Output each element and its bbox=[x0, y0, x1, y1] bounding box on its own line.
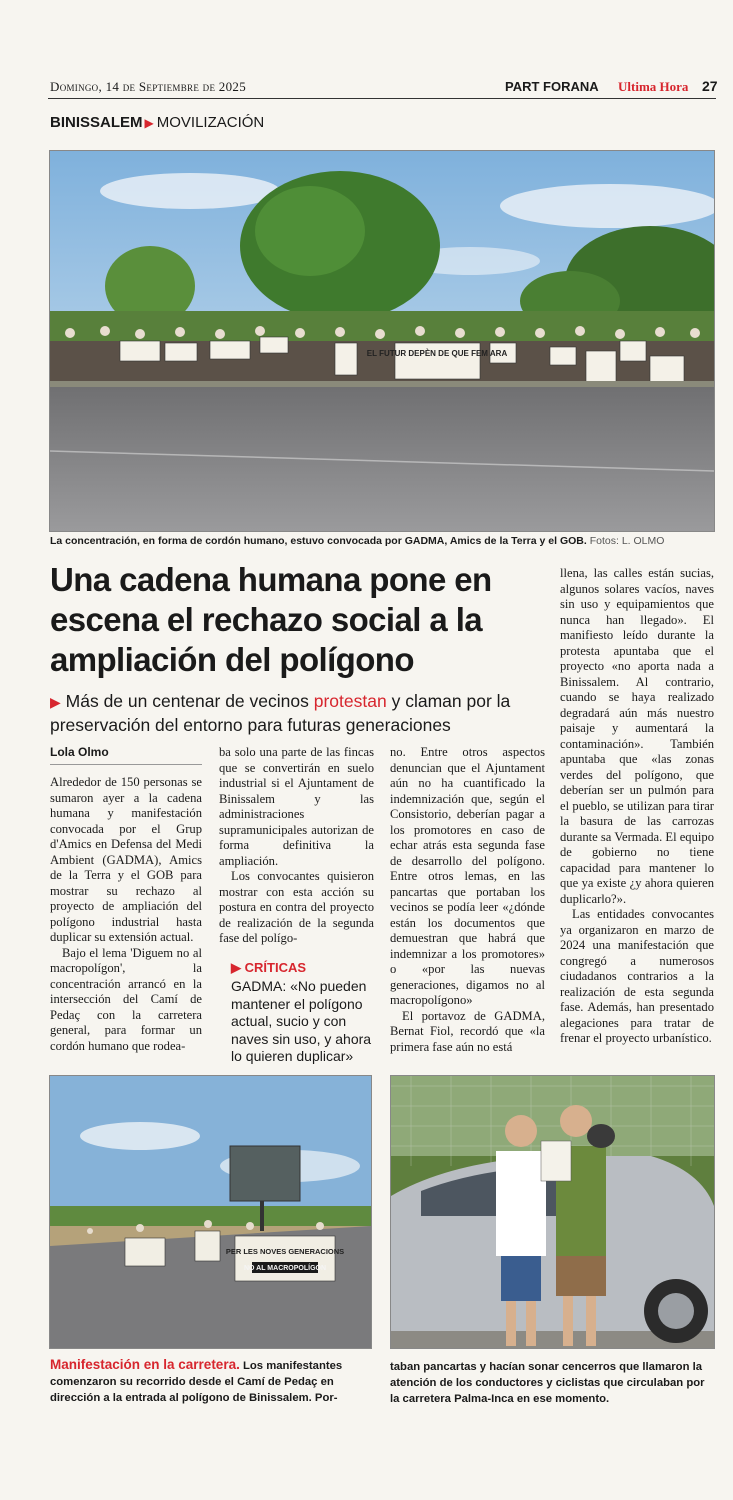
section-name: PART FORANA bbox=[505, 79, 599, 94]
sign-text-line1: PER LES NOVES GENERACIONS bbox=[225, 1247, 345, 1256]
road-march-illustration bbox=[50, 1076, 371, 1348]
pull-quote bbox=[231, 960, 376, 1066]
page-number: 27 bbox=[702, 78, 718, 94]
paragraph: ba solo una parte de las fincas que se convertirán en suelo industrial si el Ajuntament de Binissalem y las administraciones supramunicipales autorizan de forma definitiva la ampliación. bbox=[219, 745, 374, 868]
headline: Una cadena humana pone en escena el rechazo social a la ampliación del polígono bbox=[50, 561, 492, 678]
photo-credit: Fotos: L. OLMO bbox=[589, 535, 665, 547]
sign-text-line2: NO AL MACROPOLÍGON bbox=[243, 1265, 327, 1272]
header-rule bbox=[48, 98, 716, 99]
triangle-icon: ▶ bbox=[144, 116, 154, 130]
pull-quote-label-text: CRÍTICAS bbox=[244, 960, 307, 975]
paragraph: no. Entre otros aspectos denuncian que el Ajuntament aún no ha cuantificado la indemnización que, según el Consistorio, deberían pagar a los promotores en caso de echar atrás esta segunda fase de desarrollo del polígono. Entre otros lemas, en las pancartas que portaban los vecinos se podía leer «¿dónde están los documentos que demuestran que habrá que indemnizar a los promotores» o «por las nuevas generaciones, digamos no al macropolígono» bbox=[390, 745, 545, 1007]
byline-rule bbox=[50, 764, 202, 765]
bottom-caption-left bbox=[50, 1357, 372, 1406]
body-column-1 bbox=[50, 775, 202, 1054]
main-photo bbox=[49, 150, 715, 532]
newspaper-logo: Ultima Hora bbox=[618, 79, 689, 94]
paragraph: Las entidades convocantes ya organizaron en marzo de 2024 una manifestación que congregó a numerosos ciudadanos contrarios a la realización de esta segunda fase. Además, han presentado alegaciones para tratar de frenar el proyecto urbanístico. bbox=[560, 907, 714, 1045]
subhead-highlight: protestan bbox=[313, 691, 387, 711]
byline: Lola Olmo bbox=[50, 745, 109, 759]
bottom-caption-right: taban pancartas y hacían sonar cencerros que llamaron la atención de los conductores y ciclistas que circulaban por la carretera Palma-Inca en ese momento. bbox=[390, 1361, 705, 1405]
caption-lead: Manifestación en la carretera. bbox=[50, 1357, 240, 1372]
paragraph: El portavoz de GADMA, Bernat Fiol, recordó que «la primera fase aún no está bbox=[390, 1008, 545, 1054]
subhead-before: Más de un centenar de vecinos bbox=[65, 691, 309, 711]
triangle-icon: ▶ bbox=[231, 960, 241, 975]
paragraph: Bajo el lema 'Diguem no al macropolígon', la concentración arrancó en la intersección del Camí de Pedaç con la carretera general, para formar un cordón humano que rodea- bbox=[50, 945, 202, 1053]
kicker-place: BINISSALEM bbox=[50, 114, 143, 131]
main-photo-caption bbox=[50, 535, 730, 547]
bottom-photo-left bbox=[49, 1075, 372, 1349]
body-column-2 bbox=[219, 745, 374, 947]
caption-left-text: Los manifestantes comenzaron su recorrido desde el Camí de Pedaç en dirección a la entrada al polígono de Binissalem. Por- bbox=[50, 1360, 343, 1404]
triangle-icon: ▶ bbox=[50, 694, 61, 710]
main-sign-text: EL FUTUR DEPÈN DE QUE FEM ARA bbox=[366, 349, 508, 358]
body-column-3 bbox=[390, 745, 545, 1055]
subhead-after: y claman por la preservación del entorno para futuras generaciones bbox=[50, 691, 511, 735]
paragraph: llena, las calles están sucias, algunos solares vacíos, naves sin uso y equipamientos que nunca han llegado». El manifiesto leído durante la protesta apuntaba que el proyecto «no aporta nada a Binissalem. Al contrario, cuando se haya realizado degradará aún más nuestro paisaje y aumentará la contaminación». También apuntaba que «las zonas verdes del polígono, que deberían ser un pulmón para el pueblo, se utilizan para tirar la basura de las carrozas durante sa Vermada. El equipo de gobierno no tiene capacidad para mantener lo que ya existe ¿y ahora quieren duplicarlo?». bbox=[560, 566, 714, 906]
subheadline bbox=[50, 690, 555, 737]
pull-quote-text: GADMA: «No pueden mantener el polígono actual, sucio y con naves sin uso, y ahora lo quieren duplicar» bbox=[231, 978, 372, 1064]
caption-text: La concentración, en forma de cordón humano, estuvo convocada por GADMA, Amics de la Terra y el GOB. bbox=[50, 535, 587, 547]
paragraph: Los convocantes quisieron mostrar con esta acción su postura en contra del proyecto de realización de la segunda fase del polígo- bbox=[219, 869, 374, 945]
bottom-photo-right bbox=[390, 1075, 715, 1349]
body-column-4 bbox=[560, 566, 714, 1047]
kicker bbox=[50, 114, 264, 131]
paragraph: Alrededor de 150 personas se sumaron ayer a la cadena humana y manifestación convocada por el Grup d'Amics en Defensa del Medi Ambient (GADMA), Amics de la Terra y el GOB para mostrar su rechazo al proyecto de ampliación del polígono industrial hasta duplicar su extensión actual. bbox=[50, 775, 202, 944]
page-date: Domingo, 14 de Septiembre de 2025 bbox=[50, 79, 247, 94]
kicker-topic: MOVILIZACIÓN bbox=[156, 114, 265, 131]
spokesperson-illustration bbox=[391, 1076, 714, 1348]
main-photo-illustration bbox=[50, 151, 714, 531]
pull-quote-label bbox=[231, 960, 376, 976]
